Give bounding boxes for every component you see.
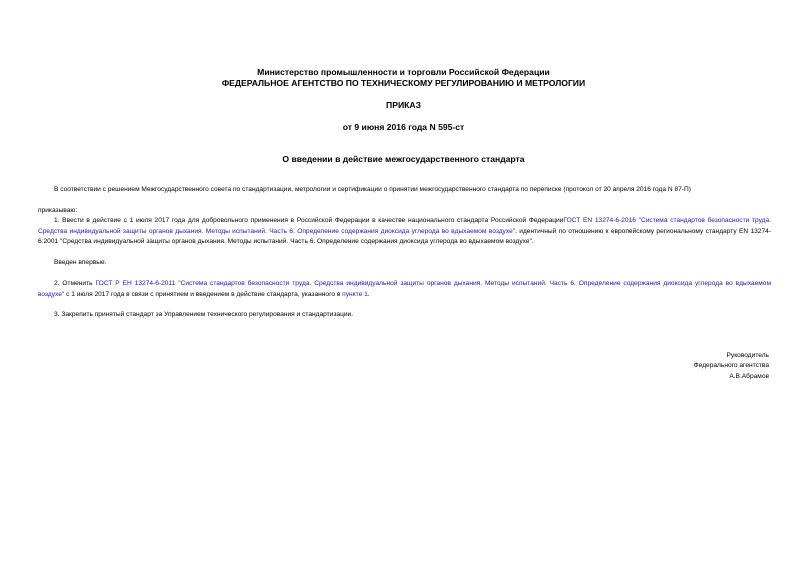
signature-org: Федерального агентства <box>693 362 769 369</box>
item-1-text-b: , идентичный по отношению к европейскому региональному стандарту EN 13274-6:2001 "Средства индивидуальной защиты органов дыхания. Методы испытаний. Часть 6. Определение содержания диоксида углерода во вдыхаемом воздухе". <box>38 227 771 245</box>
agency-name: ФЕДЕРАЛЬНОЕ АГЕНТСТВО ПО ТЕХНИЧЕСКОМУ РЕГУЛИРОВАНИЮ И МЕТРОЛОГИИ <box>221 78 586 88</box>
order-word: приказываю: <box>38 207 78 214</box>
item-1-reference-link[interactable]: пункте 1 <box>342 290 368 298</box>
document-subject: О введении в действие межгосударственного стандарта <box>282 154 525 164</box>
item-1 <box>38 216 771 248</box>
ministry-name: Министерство промышленности и торговли Российской Федерации <box>257 67 550 77</box>
item-1-text-a: 1. Ввести в действие с 1 июля 2017 года для добровольного применения в Российской Федерации в качестве национального стандарта Российской Федерации <box>54 217 564 224</box>
preamble: В соответствии с решением Межгосударственного совета по стандартизации, метрологии и сертификации о принятии межгосударственного стандарта по переписке (протокол от 20 апреля 2016 года N 87-П) <box>54 186 691 193</box>
document-date-number: от 9 июня 2016 года N 595-ст <box>342 122 465 132</box>
signature-title: Руководитель <box>726 352 769 359</box>
gost-en-13274-6-2016-link[interactable]: ГОСТ EN 13274-6-2016 "Система стандартов безопасности труда. Средства индивидуальной защиты органов дыхания. Методы испытаний. Часть 6. Определение содержания диоксида углерода во вдыхаемом воздухе" <box>38 217 771 235</box>
item-2-text-c: . <box>367 290 370 298</box>
gost-r-en-13274-6-2011-link[interactable]: ГОСТ Р ЕН 13274-6-2011 "Система стандартов безопасности труда. Средства индивидуальной защиты органов дыхания. Методы испытаний. Часть 6. Определение содержания диоксида углерода во вдыхаемом воздухе" <box>38 280 771 298</box>
item-2-text-b: с 1 июля 2017 года в связи с принятием и введением в действие стандарта, указанного в <box>64 290 343 298</box>
document-type: ПРИКАЗ <box>386 100 421 110</box>
introduced-first: Введен впервые. <box>54 259 107 266</box>
signature-name: А.В.Абрамов <box>729 373 769 380</box>
item-2-text-a: 2. Отменить <box>54 280 96 287</box>
item-3: 3. Закрепить принятый стандарт за Управлением технического регулирования и стандартизации. <box>54 311 354 318</box>
item-2 <box>38 279 771 300</box>
